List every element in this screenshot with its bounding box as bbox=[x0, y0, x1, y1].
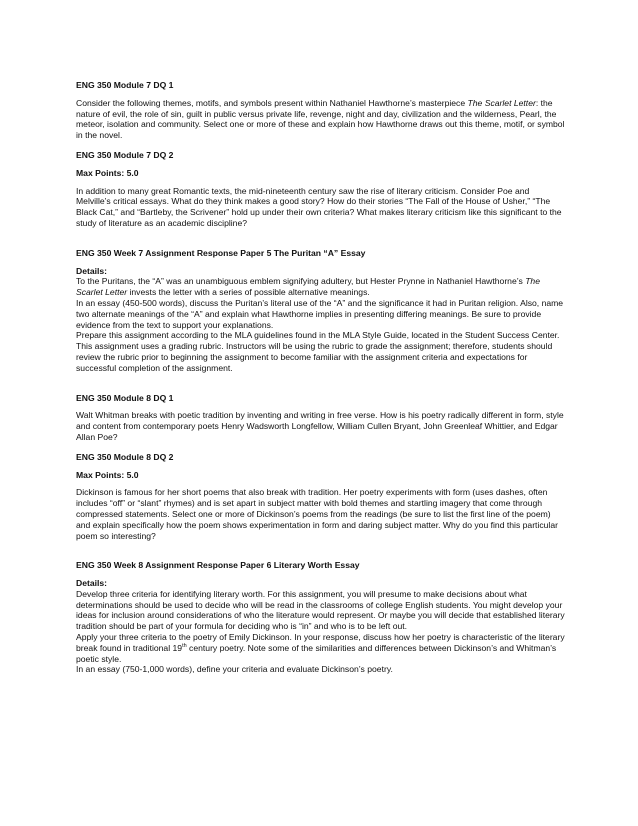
m7-dq2-heading: ENG 350 Module 7 DQ 2 bbox=[76, 149, 174, 160]
m8-dq2-prompt: Dickinson is famous for her short poems that also break with tradition. Her poetry experiments with form (uses dashes, often includes “off” or “slant” rhymes) and is set apart in subject matter with bold themes and startling imagery that come through compressed statements. Select one or more of Dickinson’s poems from the readings (be sure to list the first line of the poem) and explain specifically how the poem shows experimentation in form and daring subject matter. Why do you find this particular poem so interesting? bbox=[76, 487, 558, 541]
m8-dq1-heading: ENG 350 Module 8 DQ 1 bbox=[76, 392, 174, 403]
w7-paper-line-1-end: invests the letter with a series of possible alternative meanings. bbox=[127, 287, 370, 298]
m7-dq1-prompt bbox=[76, 98, 566, 141]
w7-paper-details-label: Details: bbox=[76, 265, 108, 276]
m7-dq1-italic-title: The Scarlet Letter bbox=[467, 97, 536, 108]
section-gap bbox=[76, 550, 566, 560]
w7-paper-line-2: In an essay (450-500 words), discuss the Puritan’s literal use of the “A” and the significance it had in Puritan religion. Also, name two alternate meanings of the “A” and explain what Hawthorne implies in presenting differing meanings. Be sure to provide evidence from the text to support your explanations. bbox=[76, 297, 564, 330]
w7-paper-italic-title: The Scarlet Letter bbox=[76, 276, 540, 298]
document-page bbox=[76, 80, 566, 675]
w7-paper-line-4: This assignment uses a grading rubric. Instructors will be using the rubric to grade the assignment; therefore, students should review the rubric prior to beginning the assignment to become familiar with the assignment criteria and expectations for successful completion of the assignment. bbox=[76, 341, 553, 373]
w8-paper-line-2 bbox=[76, 632, 566, 664]
w7-paper-line-1-text: To the Puritans, the “A” was an unambiguous emblem signifying adultery, but Hester Prynne in Nathaniel Hawthorne’s bbox=[76, 276, 526, 287]
w8-paper-line-2-text-b: century poetry. Note some of the similarities and differences between Dickinson’s and Whitman’s poetic style. bbox=[76, 642, 557, 664]
w7-paper-line-3: Prepare this assignment according to the MLA guidelines found in the MLA Style Guide, located in the Student Success Center. bbox=[76, 330, 560, 341]
m7-dq1-text-a: Consider the following themes, motifs, and symbols present within Nathaniel Hawthorne’s masterpiece bbox=[76, 97, 468, 108]
w7-paper-heading: ENG 350 Week 7 Assignment Response Paper 5 The Puritan “A” Essay bbox=[76, 247, 366, 258]
w8-paper-details-label: Details: bbox=[76, 578, 108, 589]
m8-dq1-prompt: Walt Whitman breaks with poetic tradition by inventing and writing in free verse. How is his poetry radically different in form, style and content from contemporary poets Henry Wadsworth Longfellow, William Cullen Bryant, John Greenleaf Whittier, and Edgar Allan Poe? bbox=[76, 410, 564, 442]
m8-dq2-max-points: Max Points: 5.0 bbox=[76, 469, 139, 480]
w8-paper-superscript: th bbox=[182, 643, 187, 650]
w8-paper-line-3: In an essay (750-1,000 words), define your criteria and evaluate Dickinson’s poetry. bbox=[76, 664, 393, 675]
m7-dq1-heading: ENG 350 Module 7 DQ 1 bbox=[76, 80, 174, 90]
w7-paper-line-1 bbox=[76, 276, 566, 298]
m7-dq2-prompt: In addition to many great Romantic texts, the mid-nineteenth century saw the rise of literary criticism. Consider Poe and Melville’s critical essays. What do they think makes a good story? How do their stories “The Fall of the House of Usher,” “The Black Cat,” and “Bartleby, the Scrivener” hold up under their own criteria? What makes literary criticism like this significant to the study of literature as an academic discipline? bbox=[76, 185, 562, 228]
section-gap bbox=[76, 238, 566, 248]
m7-dq1-text-b: : the nature of evil, the role of sin, guilt in public versus private life, revenge, night and day, civilization and the wilderness, Pearl, the meteor, isolation and community. Select one or more of these and explain how Hawthorne draws out this theme, motif, or symbol in the novel. bbox=[76, 97, 565, 141]
m8-dq2-heading: ENG 350 Module 8 DQ 2 bbox=[76, 451, 174, 462]
section-gap bbox=[76, 383, 566, 393]
w8-paper-line-2-text-a: Apply your three criteria to the poetry of Emily Dickinson. In your response, discuss how her poetry is characteristic of the literary break found in traditional 19 bbox=[76, 632, 565, 653]
m7-dq2-max-points: Max Points: 5.0 bbox=[76, 167, 139, 178]
w8-paper-line-1: Develop three criteria for identifying literary worth. For this assignment, you will presume to make decisions about what determinations should be used to decide who will be read in the classrooms of college English students. You might develop your ideas for inclusion around considerations of who the literature would represent. Or maybe you will decide that established literary tradition should be part of your formula for deciding who is “in” and who is to be left out. bbox=[76, 588, 565, 632]
w8-paper-heading: ENG 350 Week 8 Assignment Response Paper 6 Literary Worth Essay bbox=[76, 560, 360, 571]
